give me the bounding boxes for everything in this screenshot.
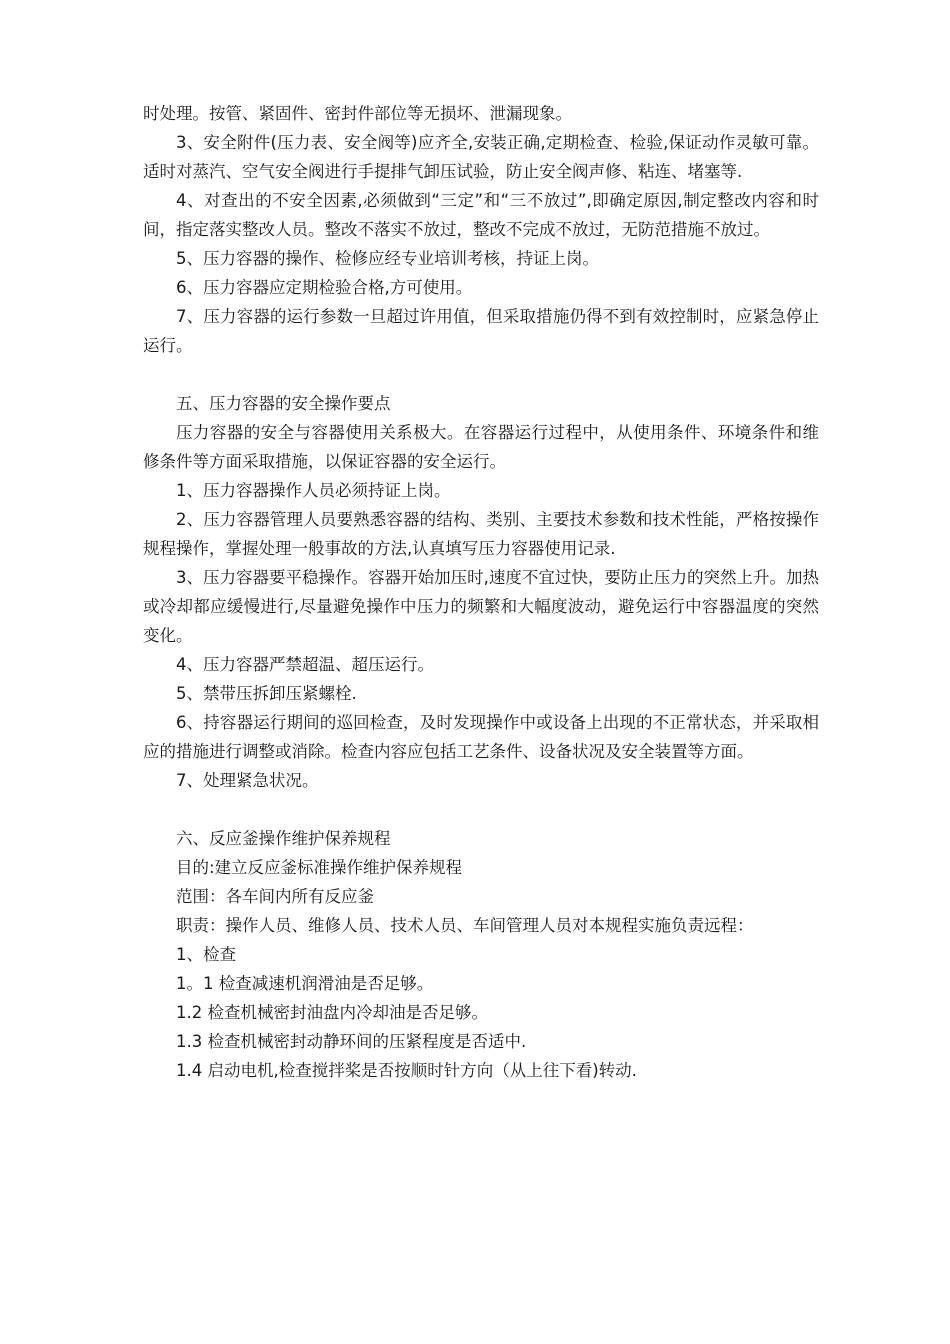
operation-item-6: 6、持容器运行期间的巡回检查，及时发现操作中或设备上出现的不正常状态，并采取相应的措施进行调整或消除。检查内容应包括工艺条件、设备状况及安全装置等方面。 [143,713,819,761]
operation-item-2: 2、压力容器管理人员要熟悉容器的结构、类别、主要技术参数和技术性能，严格按操作规程操作，掌握处理一般事故的方法,认真填写压力容器使用记录. [143,510,819,558]
responsibility-line: 职责：操作人员、维修人员、技术人员、车间管理人员对本规程实施负责远程： [176,916,754,935]
section-intro: 压力容器的安全与容器使用关系极大。在容器运行过程中，从使用条件、环境条件和维修条件等方面采取措施，以保证容器的安全运行。 [143,423,819,471]
check-item-1-3: 1.3 检查机械密封动静环间的压紧程度是否适中. [176,1032,527,1051]
check-item-1-1: 1。1 检查减速机润滑油是否足够。 [176,974,434,993]
document-page [143,99,819,1085]
check-item-1-4: 1.4 启动电机,检查搅拌桨是否按顺时针方向（从上往下看)转动. [176,1061,637,1080]
paragraph-item-5: 5、压力容器的操作、检修应经专业培训考核，持证上岗。 [176,249,599,268]
paragraph-continuation: 时处理。按管、紧固件、密封件部位等无损坏、泄漏现象。 [143,104,572,123]
operation-item-3: 3、压力容器要平稳操作。容器开始加压时,速度不宜过快，要防止压力的突然上升。加热或冷却都应缓慢进行,尽量避免操作中压力的频繁和大幅度波动，避免运行中容器温度的突然变化。 [143,568,819,645]
section-heading-5: 五、压力容器的安全操作要点 [176,394,391,413]
paragraph-item-7: 7、压力容器的运行参数一旦超过许用值，但采取措施仍得不到有效控制时，应紧急停止运行。 [143,307,819,355]
paragraph-item-3: 3、安全附件(压力表、安全阀等)应齐全,安装正确,定期检查、检验,保证动作灵敏可靠。适时对蒸汽、空气安全阀进行手提排气卸压试验，防止安全阀声修、粘连、堵塞等. [143,133,819,181]
check-heading: 1、检查 [176,945,236,964]
paragraph-item-6: 6、压力容器应定期检验合格,方可使用。 [176,278,473,297]
operation-item-7: 7、处理紧急状况。 [176,771,319,790]
operation-item-4: 4、压力容器严禁超温、超压运行。 [176,655,434,674]
paragraph-item-4: 4、对查出的不安全因素,必须做到“三定”和“三不放过”,即确定原因,制定整改内容和时间，指定落实整改人员。整改不落实不放过，整改不完成不放过，无防范措施不放过。 [143,191,819,239]
check-item-1-2: 1.2 检查机械密封油盘内冷却油是否足够。 [176,1003,488,1022]
section-heading-6: 六、反应釜操作维护保养规程 [176,829,391,848]
section-gap [143,360,819,389]
scope-line: 范围：各车间内所有反应釜 [176,887,374,906]
operation-item-1: 1、压力容器操作人员必须持证上岗。 [176,481,451,500]
operation-item-5: 5、禁带压拆卸压紧螺栓. [176,684,357,703]
section-gap [143,795,819,824]
purpose-line: 目的:建立反应釜标准操作维护保养规程 [176,858,463,877]
